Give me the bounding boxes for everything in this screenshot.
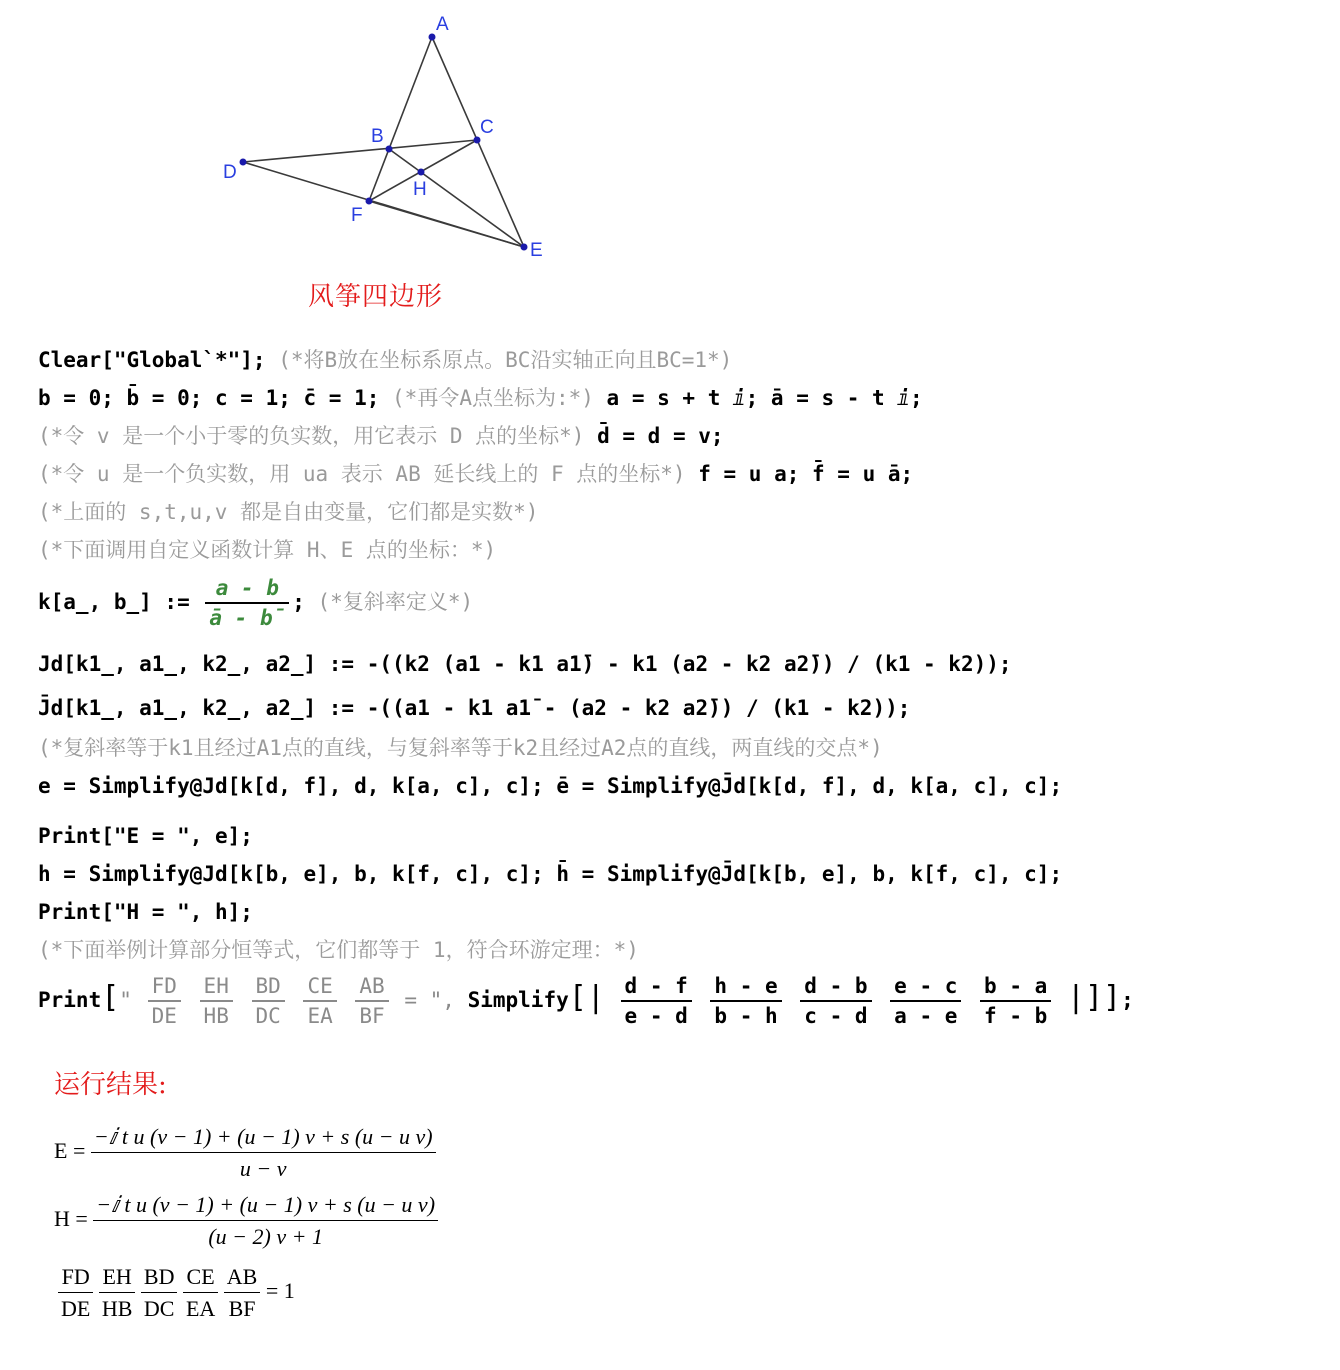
string-fraction-1: $\frac{FD}{DE}$: [148, 972, 181, 1030]
code-line-12[interactable]: Print["E = ", e];: [38, 824, 253, 848]
code-line-4[interactable]: (*令 u 是一个负实数，用 ua 表示 AB 延长线上的 F 点的坐标*) f = u a; f̄ = u ā;: [38, 462, 914, 486]
point-E: [521, 244, 528, 251]
code-line-2[interactable]: b = 0; b̄ = 0; c = 1; c̄ = 1; (*再令A点坐标为:*) a = s + t ⅈ; ā = s - t ⅈ;: [38, 386, 923, 410]
point-B: [386, 146, 393, 153]
code-line-9[interactable]: J̄d[k1_, a1_, k2_, a2_] := -((a1 - k1 a1̄ - (a2 - k2 a2̄)) / (k1 - k2));: [38, 696, 911, 720]
code-line-16[interactable]: Print[" $\frac{FD}{DE}$ $\frac{EH}{HB}$ $\frac{BD}{DC}$ $\frac{CE}{EA}$ $\frac{AB}{BF}$ = ", Simplify[| $\frac{d - f}{e - d}$ $\frac{h - e}{b - h}$ $\frac{d - b}{c - d}$ $\frac{e - c}{a - e}$ $\frac{b - a}{f - b}$ |]];: [38, 974, 1134, 1028]
segment-DC: [243, 140, 477, 162]
string-fraction-5: $\frac{AB}{BF}$: [355, 972, 388, 1030]
point-F: [366, 198, 373, 205]
diagram-caption: 风筝四边形: [308, 282, 444, 312]
label-H: H: [413, 179, 427, 200]
label-C: C: [480, 117, 494, 138]
code-line-6[interactable]: (*下面调用自定义函数计算 H、E 点的坐标：*): [38, 538, 497, 562]
label-A: A: [436, 14, 449, 35]
code-line-10[interactable]: (*复斜率等于k1且经过A1点的直线，与复斜率等于k2且经过A2点的直线，两直线的交点*): [38, 736, 883, 760]
code-line-15[interactable]: (*下面举例计算部分恒等式，它们都等于 1，符合环游定理：*): [38, 938, 639, 962]
segment-BE: [389, 149, 524, 247]
string-fraction-3: $\frac{BD}{DC}$: [252, 972, 285, 1030]
code-fraction-3: $\frac{d - b}{c - d}$: [800, 972, 871, 1030]
point-A: [429, 34, 436, 41]
k-definition-fraction: $\frac{a - b}{ā - b̄}$: [205, 574, 289, 632]
code-line-11[interactable]: e = Simplify@Jd[k[d, f], d, k[a, c], c]; ē = Simplify@J̄d[k[d, f], d, k[a, c], c];: [38, 774, 1063, 798]
segment-AF: [369, 37, 432, 201]
label-E: E: [530, 240, 543, 261]
point-D: [240, 159, 247, 166]
string-fraction-4: $\frac{CE}{EA}$: [303, 972, 336, 1030]
code-fraction-1: $\frac{d - f}{e - d}$: [621, 972, 692, 1030]
result-H: H = −ⅈ t u (v − 1) + (u − 1) v + s (u − u v) (u − 2) v + 1: [54, 1192, 438, 1250]
code-fraction-4: $\frac{e - c}{a - e}$: [890, 972, 961, 1030]
result-ratio: $\frac{FD}{DE}$ $\frac{EH}{HB}$ $\frac{BD}{DC}$ $\frac{CE}{EA}$ $\frac{AB}{BF}$ = 1: [58, 1264, 295, 1322]
code-line-7[interactable]: k[a_, b_] := $\frac{a - b}{ā - b̄}$ ; (*复斜率定义*): [38, 576, 474, 630]
label-B: B: [371, 126, 384, 147]
string-fraction-2: $\frac{EH}{HB}$: [200, 972, 233, 1030]
code-line-1[interactable]: Clear["Global`*"]; (*将B放在坐标系原点。BC沿实轴正向且BC=1*): [38, 348, 733, 372]
code-line-8[interactable]: Jd[k1_, a1_, k2_, a2_] := -((k2 (a1 - k1 a1̄) - k1 (a2 - k2 a2̄)) / (k1 - k2));: [38, 652, 1012, 676]
code-fraction-5: $\frac{b - a}{f - b}$: [980, 972, 1051, 1030]
code-fraction-2: $\frac{h - e}{b - h}$: [710, 972, 781, 1030]
segment-FE: [369, 201, 524, 247]
point-H: [418, 169, 425, 176]
label-F: F: [351, 205, 363, 226]
code-line-3[interactable]: (*令 v 是一个小于零的负实数，用它表示 D 点的坐标*) d̄ = d = v;: [38, 424, 724, 448]
kite-diagram: [0, 0, 600, 270]
code-line-13[interactable]: h = Simplify@Jd[k[b, e], b, k[f, c], c]; h̄ = Simplify@J̄d[k[b, e], b, k[f, c], c];: [38, 862, 1063, 886]
code-line-14[interactable]: Print["H = ", h];: [38, 900, 253, 924]
result-E: E = −ⅈ t u (v − 1) + (u − 1) v + s (u − u v) u − v: [54, 1124, 436, 1182]
label-D: D: [223, 162, 237, 183]
code-line-5[interactable]: (*上面的 s,t,u,v 都是自由变量，它们都是实数*): [38, 500, 539, 524]
results-title: 运行结果:: [54, 1070, 167, 1100]
